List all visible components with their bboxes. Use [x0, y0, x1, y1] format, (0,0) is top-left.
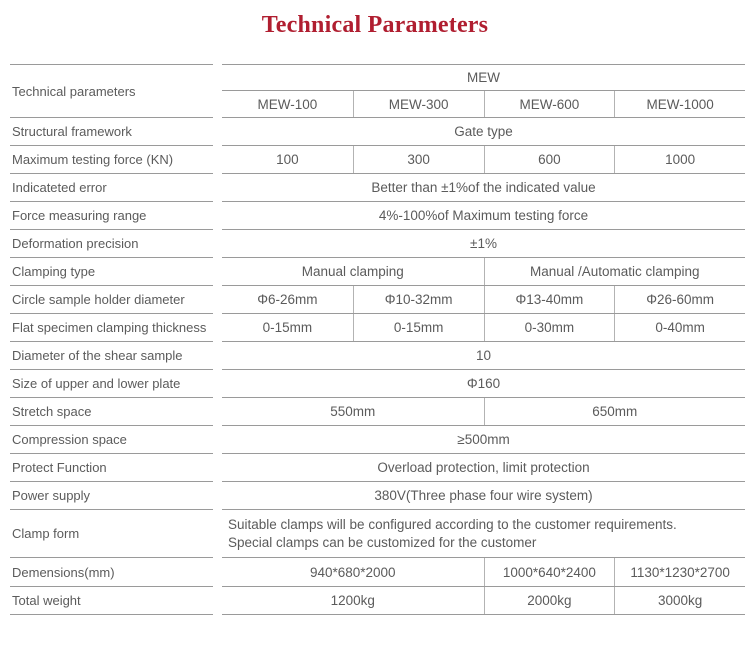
table-cell: 650mm: [484, 398, 746, 425]
row-label-total-weight: Total weight: [10, 587, 213, 615]
table-cell: 10: [475, 348, 492, 363]
table-cell: Gate type: [454, 124, 513, 139]
row-label-deformation-precision: Deformation precision: [10, 230, 213, 258]
row-label-maximum-testing-force: Maximum testing force (KN): [10, 146, 213, 174]
model-header-mew-600: MEW-600: [484, 91, 615, 117]
table-cell: Φ26-60mm: [614, 286, 745, 313]
table-cell: Φ160: [466, 376, 501, 391]
column-gap: [213, 64, 222, 615]
table-cell: 940*680*2000: [309, 564, 396, 580]
row-label-structural-framework: Structural framework: [10, 118, 213, 146]
table-row-clamp-form: [222, 510, 745, 558]
table-cell: 4%-100%of Maximum testing force: [378, 208, 589, 223]
table-cell: Manual /Automatic clamping: [484, 258, 746, 285]
table-cell: Φ6-26mm: [257, 292, 318, 307]
row-label-diameter-of-shear-sample: Diameter of the shear sample: [10, 342, 213, 370]
row-label-stretch-space: Stretch space: [10, 398, 213, 426]
table-cell: 0-30mm: [484, 314, 615, 341]
row-label-compression-space: Compression space: [10, 426, 213, 454]
table-cell: 100: [276, 152, 299, 167]
table-row-total-weight: [222, 587, 745, 615]
table-cell: 1000: [614, 146, 745, 173]
row-label-header: Technical parameters: [10, 65, 213, 118]
label-column: [10, 64, 213, 615]
clamp-form-line-2: Special clamps can be customized for the customer: [228, 534, 537, 550]
table-cell: ±1%: [470, 236, 497, 251]
table-cell: 0-15mm: [353, 314, 484, 341]
table-row-indicated-error: [222, 174, 745, 202]
model-header-mew-1000: MEW-1000: [614, 91, 745, 117]
table-row-power-supply: [222, 482, 745, 510]
clamp-form-line-1: Suitable clamps will be configured according to the customer requirements.: [228, 516, 677, 532]
row-label-demensions: Demensions(mm): [10, 558, 213, 587]
series-group-name: MEW: [467, 70, 500, 85]
table-cell: 1130*1230*2700: [614, 558, 745, 586]
table-row-size-of-upper-lower-plate: [222, 370, 745, 398]
page-title: Technical Parameters: [261, 12, 489, 38]
table-row-flat-specimen-clamping-thickness: [222, 314, 745, 342]
table-row-force-measuring-range: [222, 202, 745, 230]
model-header-mew-100: MEW-100: [257, 96, 318, 112]
table-cell: 550mm: [330, 404, 376, 419]
table-cell: 2000kg: [484, 587, 615, 614]
model-header-row: [222, 91, 745, 118]
data-grid: [222, 64, 745, 615]
row-label-power-supply: Power supply: [10, 482, 213, 510]
table-row-circle-sample-holder-diameter: [222, 286, 745, 314]
table-cell: Manual clamping: [301, 264, 404, 279]
table-cell: 1200kg: [330, 593, 375, 608]
table-row-stretch-space: [222, 398, 745, 426]
technical-parameters-table: [10, 64, 745, 615]
row-label-force-measuring-range: Force measuring range: [10, 202, 213, 230]
table-cell: 3000kg: [614, 587, 745, 614]
table-cell: 0-15mm: [262, 320, 313, 335]
model-header-mew-300: MEW-300: [353, 91, 484, 117]
row-label-flat-specimen-clamping-thickness: Flat specimen clamping thickness: [10, 314, 213, 342]
table-cell: 1000*640*2400: [484, 558, 615, 586]
row-label-protect-function: Protect Function: [10, 454, 213, 482]
table-row-maximum-testing-force: [222, 146, 745, 174]
table-cell: 300: [353, 146, 484, 173]
table-row-diameter-of-shear-sample: [222, 342, 745, 370]
row-label-clamping-type: Clamping type: [10, 258, 213, 286]
table-cell: 0-40mm: [614, 314, 745, 341]
row-label-clamp-form: Clamp form: [10, 510, 213, 558]
series-group-row: [222, 65, 745, 91]
table-cell: Φ13-40mm: [484, 286, 615, 313]
table-cell: 600: [484, 146, 615, 173]
row-label-size-of-upper-lower-plate: Size of upper and lower plate: [10, 370, 213, 398]
table-cell: 380V(Three phase four wire system): [374, 488, 593, 503]
table-cell: [222, 510, 745, 557]
table-row-demensions: [222, 558, 745, 587]
table-row-clamping-type: [222, 258, 745, 286]
page: [0, 12, 750, 615]
table-cell: Better than ±1%of the indicated value: [371, 180, 596, 195]
table-cell: Overload protection, limit protection: [377, 460, 590, 475]
table-cell: Φ10-32mm: [353, 286, 484, 313]
table-row-compression-space: [222, 426, 745, 454]
table-row-deformation-precision: [222, 230, 745, 258]
table-row-structural-framework: [222, 118, 745, 146]
table-cell: ≥500mm: [457, 432, 510, 447]
row-label-circle-sample-holder-diameter: Circle sample holder diameter: [10, 286, 213, 314]
row-label-indicated-error: Indicateted error: [10, 174, 213, 202]
table-row-protect-function: [222, 454, 745, 482]
